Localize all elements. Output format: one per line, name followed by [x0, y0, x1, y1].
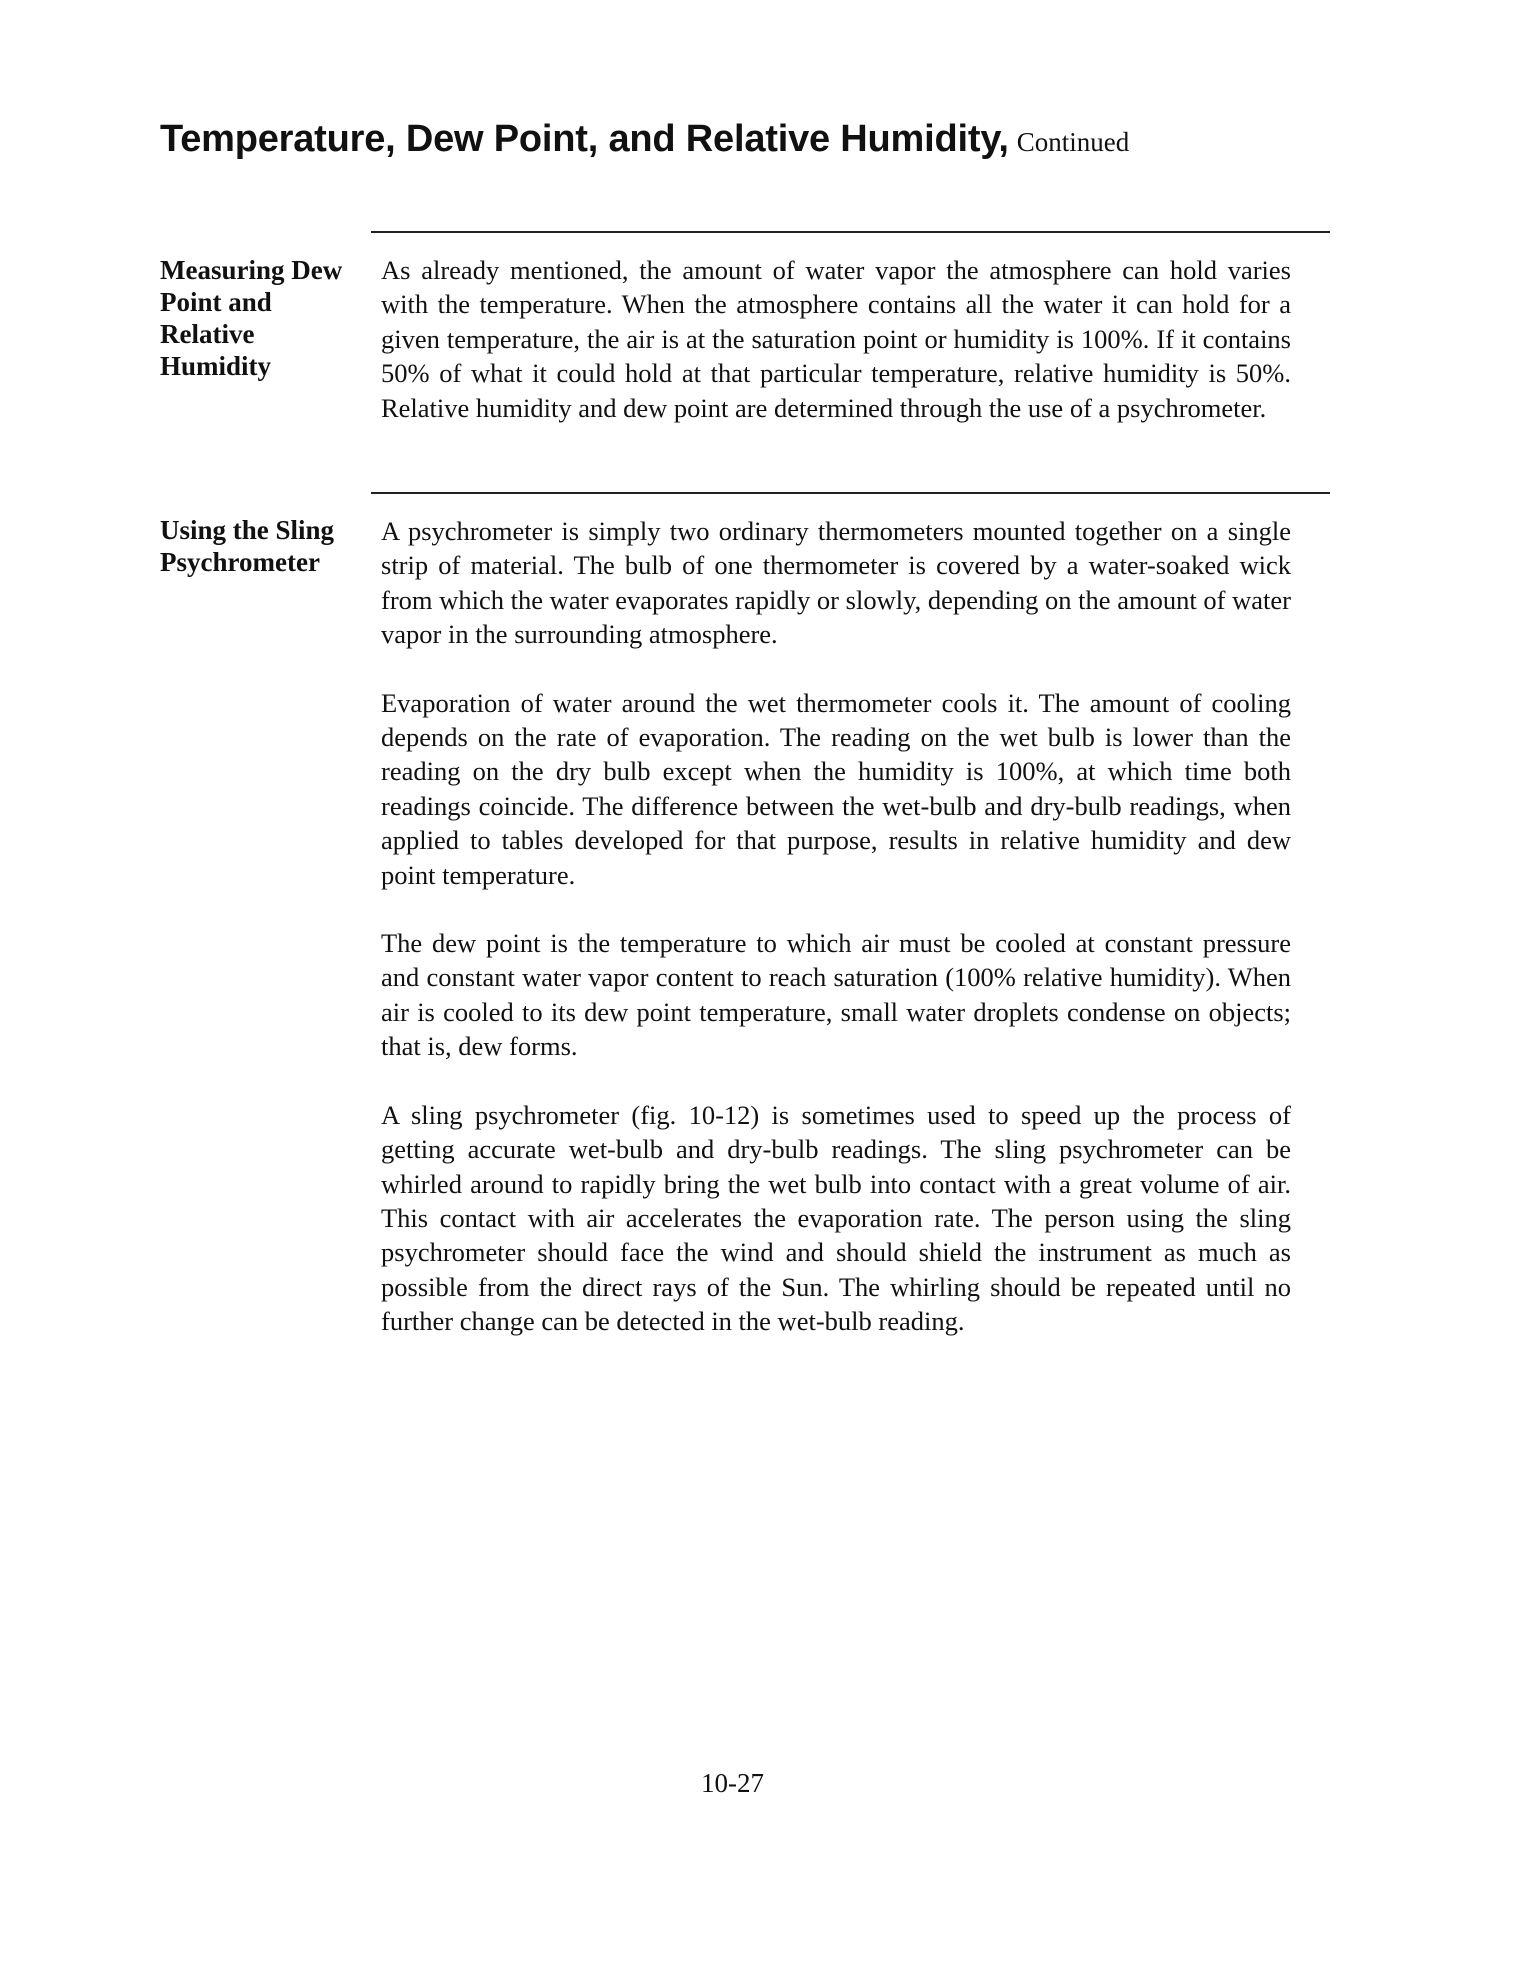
paragraph: A sling psychrometer (fig. 10-12) is sometimes used to speed up the process of getting accurate wet-bulb and dry-bulb readings. The sling psychrometer can be whirled around to rapidly bring the wet bulb into contact with a great volume of air. This contact with air accelerates the evaporation rate. The person using the sling psychrometer should face the wind and should shield the instrument as much as possible from the direct rays of the Sun. The whirling should be repeated until no further change can be detected in the wet-bulb reading. — [381, 1099, 1291, 1337]
side-heading-measuring-dew-point: Measuring Dew Point and Relative Humidity — [160, 255, 343, 381]
section-body-measuring-dew-point — [381, 253, 1291, 459]
paragraph: A psychrometer is simply two ordinary thermometers mounted together on a single strip of material. The bulb of one thermometer is covered by a water-soaked wick from which the water evaporates rapidly or slowly, depending on the amount of water vapor in the surrounding atmosphere. — [381, 516, 1291, 650]
paragraph: Evaporation of water around the wet thermometer cools it. The amount of cooling depends on the rate of evaporation. The reading on the wet bulb is lower than the reading on the dry bulb except when the humidity is 100%, at which time both readings coincide. The difference between the wet-bulb and dry-bulb readings, when applied to tables developed for that purpose, results in relative humidity and dew point temperature. — [381, 687, 1291, 890]
page-number: 10-27 — [701, 1768, 764, 1798]
page-title — [160, 118, 1129, 161]
paragraph: As already mentioned, the amount of water vapor the atmosphere can hold varies with the temperature. When the atmosphere contains all the water it can hold for a given temperature, the air is at the saturation point or humidity is 100%. If it contains 50% of what it could hold at that particular temperature, relative humidity is 50%. Relative humidity and dew point are determined through the use of a psychrometer. — [381, 255, 1291, 423]
side-heading-sling-psychrometer: Using the Sling Psychrometer — [160, 515, 335, 577]
paragraph: The dew point is the temperature to which air must be cooled at constant pressure and constant water vapor content to reach saturation (100% relative humidity). When air is cooled to its dew point temperature, small water droplets condense on objects; that is, dew forms. — [381, 928, 1291, 1062]
section-divider — [371, 492, 1330, 494]
section-divider — [371, 231, 1330, 233]
continued-label: Continued — [1016, 127, 1130, 157]
section-body-sling-psychrometer — [381, 514, 1291, 1373]
page-title-text: Temperature, Dew Point, and Relative Humidity, — [160, 118, 1009, 160]
